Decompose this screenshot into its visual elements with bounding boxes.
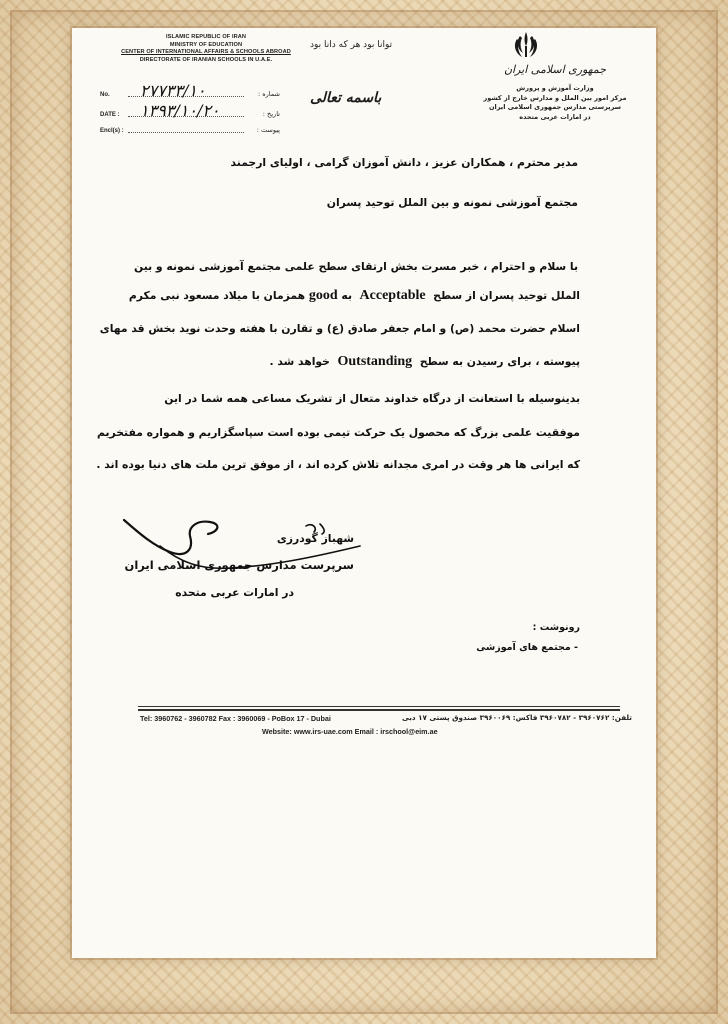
text-span: خواهد شد .	[269, 355, 330, 368]
number-value: ۲۷۷۳۳/۱۰	[140, 81, 206, 100]
date-value: ۱۳۹۳/۱۰/۲۰	[140, 101, 220, 120]
footer-divider	[138, 709, 620, 711]
cc-label: رونوشت :	[532, 622, 580, 633]
paragraph-line	[129, 288, 580, 304]
footer-contact-en: Tel: 3960762 - 3960782 Fax : 3960069 - PoBox 17 - Dubai	[140, 714, 331, 723]
addressee-line: مدیر محترم ، همکاران عزیز ، دانش آموزان گرامی ، اولیای ارجمند	[230, 156, 578, 169]
school-name-line: مجتمع آموزشی نمونه و بین الملل توحید پسران	[326, 196, 578, 209]
text-span: همزمان با میلاد مسعود نبی مکرم	[128, 289, 306, 302]
dotted-line	[128, 132, 244, 133]
letterhead-line-fa: مرکز امور بین الملل و مدارس خارج از کشور	[483, 93, 627, 102]
text-span: به	[341, 289, 353, 302]
letterhead-line-fa: سرپرستی مدارس جمهوری اسلامی ایران	[488, 103, 622, 111]
footer-website: Website: www.irs-uae.com Email : irschool@eim.ae	[262, 727, 438, 736]
letter-enclosure-row	[100, 122, 280, 136]
text-span: الملل توحید پسران از سطح	[433, 289, 580, 302]
date-label: DATE :	[100, 112, 120, 118]
number-label: No.	[100, 92, 110, 98]
paragraph-line: بدینوسیله با استعانت از درگاه خداوند متعال از تشریک مساعی همه شما در این	[164, 392, 580, 405]
number-label-fa: شماره :	[258, 90, 280, 98]
bismillah-heading: باسمه تعالی	[310, 90, 382, 106]
letter-sheet	[72, 28, 656, 958]
letterhead-line: CENTER OF INTERNATIONAL AFFAIRS & SCHOOLS ABROAD	[121, 49, 291, 56]
outstanding-level: Outstanding	[337, 354, 413, 369]
letterhead-line: DIRECTORATE OF IRANIAN SCHOOLS IN U.A.E.	[139, 56, 273, 63]
text-span: پیوسته ، برای رسیدن به سطح	[419, 355, 580, 368]
iran-emblem-icon	[512, 30, 540, 60]
persian-letterhead	[472, 63, 638, 122]
paragraph-line: با سلام و احترام ، خبر مسرت بخش ارتقای سطح علمی مجتمع آموزشی نمونه و بین	[134, 260, 578, 273]
signatory-name: شهباز گودرزی	[276, 532, 354, 545]
good-level: good	[308, 288, 338, 303]
cc-item: - مجتمع های آموزشی	[476, 642, 578, 653]
signatory-title-line1: سرپرست مدارس جمهوری اسلامی ایران	[124, 558, 354, 572]
paragraph-line: موفقیت علمی بزرگ که محصول یک حرکت تیمی بوده است سپاسگزاریم و همواره مفتخریم	[97, 426, 580, 439]
date-label-fa: تاریخ :	[262, 110, 280, 118]
paragraph-line: اسلام حضرت محمد (ص) و امام جعفر صادق (ع) و تقارن با هفته وحدت نوید بخش قد مهای	[99, 322, 580, 335]
paragraph-line	[270, 354, 581, 370]
letterhead-line-fa: در امارات عربی متحده	[519, 112, 591, 121]
motto: توانا بود هر که دانا بود	[310, 40, 393, 50]
letter-date-row	[100, 101, 280, 120]
letterhead-line: MINISTRY OF EDUCATION	[169, 41, 243, 48]
enclosure-label: Encl(s) :	[100, 128, 124, 134]
letterhead-line-fa: وزارت آموزش و پرورش	[516, 84, 594, 92]
footer-divider	[138, 706, 620, 707]
letterhead-line: ISLAMIC REPUBLIC OF IRAN	[165, 34, 247, 40]
paragraph-line: که ایرانی ها هر وقت در امری مجدانه تلاش کرده اند ، از موفق ترین ملت های دنیا بوده اند .	[96, 458, 580, 471]
republic-title: جمهوری اسلامی ایران	[503, 63, 607, 76]
acceptable-level: Acceptable	[359, 288, 426, 303]
letter-number-row	[100, 81, 280, 100]
english-letterhead	[106, 34, 306, 64]
signatory-title-line2: در امارات عربی متحده	[175, 586, 294, 599]
enclosure-label-fa: پیوست :	[256, 126, 280, 134]
footer-contact-fa: تلفن: ۳۹۶۰۷۶۲ - ۳۹۶۰۷۸۲ فاکس: ۳۹۶۰۰۶۹ صندوق پستی ۱۷ دبی	[401, 713, 632, 722]
